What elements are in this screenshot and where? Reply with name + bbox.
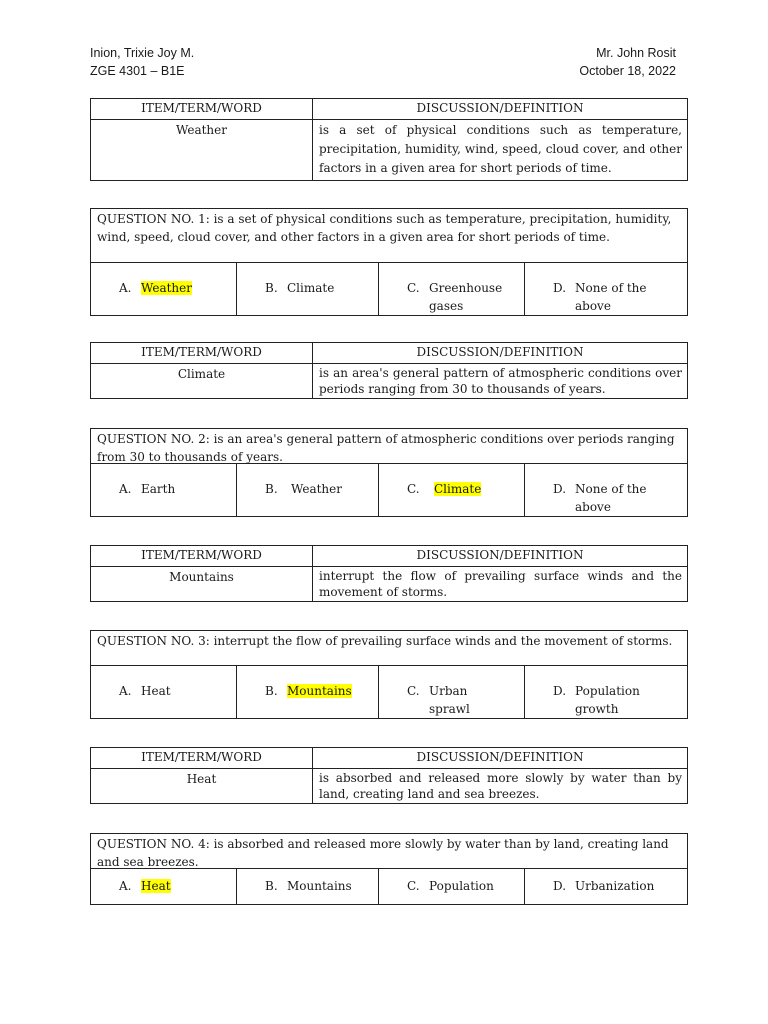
option-letter: C. [407, 281, 420, 295]
definition-table-climate [90, 342, 688, 399]
option-letter: A. [119, 684, 132, 698]
definition-column-header: DISCUSSION/DEFINITION [416, 548, 584, 562]
answer-options [91, 464, 687, 516]
definition-cell: is an area's general pattern of atmospheric conditions over periods ranging from 30 to thousands of years. [319, 366, 682, 396]
page-header [90, 44, 676, 84]
option-d[interactable] [525, 464, 687, 516]
option-letter: D. [553, 879, 567, 893]
document-date: October 18, 2022 [579, 64, 676, 78]
option-letter: B. [265, 482, 278, 496]
option-text: Climate [287, 281, 335, 295]
option-letter: A. [119, 281, 132, 295]
answer-options [91, 869, 687, 904]
term-cell: Weather [91, 120, 313, 180]
definition-table-weather [90, 98, 688, 181]
definition-column-header: DISCUSSION/DEFINITION [416, 750, 584, 764]
instructor-info [579, 44, 676, 80]
definition-table-header [91, 99, 687, 120]
definition-table-header [91, 546, 687, 567]
option-c[interactable] [379, 263, 525, 315]
option-b[interactable] [237, 666, 379, 718]
definition-cell: is a set of physical conditions such as temperature, precipitation, humidity, wind, speed, cloud cover, and other factors in a given area for short periods of time. [319, 123, 682, 175]
option-a[interactable] [91, 666, 237, 718]
option-c[interactable] [379, 666, 525, 718]
option-text-highlighted: Climate [434, 482, 482, 496]
option-a[interactable] [91, 869, 237, 904]
course-code: ZGE 4301 – B1E [90, 64, 185, 78]
option-text: Population [429, 879, 494, 893]
definition-row [91, 769, 687, 803]
option-text: Weather [291, 482, 342, 496]
option-text: Mountains [287, 879, 352, 893]
definition-cell: is absorbed and released more slowly by water than by land, creating land and sea breezes. [319, 771, 682, 801]
definition-table-header [91, 343, 687, 364]
option-letter: A. [119, 482, 132, 496]
question-text: QUESTION NO. 3: interrupt the flow of prevailing surface winds and the movement of storms. [91, 631, 687, 666]
option-letter: C. [407, 482, 420, 496]
option-b[interactable] [237, 263, 379, 315]
option-a[interactable] [91, 464, 237, 516]
question-text: QUESTION NO. 2: is an area's general pattern of atmospheric conditions over periods ranging from 30 to thousands of years. [91, 429, 687, 464]
option-a[interactable] [91, 263, 237, 315]
term-column-header: ITEM/TERM/WORD [91, 748, 313, 768]
term-cell: Climate [91, 364, 313, 398]
question-1 [90, 208, 688, 316]
option-text: Population growth [575, 684, 640, 716]
definition-table-header [91, 748, 687, 769]
option-text: Greenhouse gases [429, 281, 503, 313]
term-column-header: ITEM/TERM/WORD [91, 343, 313, 363]
definition-row [91, 567, 687, 601]
term-column-header: ITEM/TERM/WORD [91, 99, 313, 119]
option-b[interactable] [237, 869, 379, 904]
option-letter: B. [265, 684, 278, 698]
option-text-highlighted: Mountains [287, 684, 352, 698]
student-info [90, 44, 194, 80]
term-cell: Heat [91, 769, 313, 803]
term-column-header: ITEM/TERM/WORD [91, 546, 313, 566]
definition-table-mountains [90, 545, 688, 602]
question-4 [90, 833, 688, 905]
option-text: None of the above [575, 281, 647, 313]
question-text: QUESTION NO. 4: is absorbed and released more slowly by water than by land, creating land and sea breezes. [91, 834, 687, 869]
question-2 [90, 428, 688, 517]
option-letter: D. [553, 482, 567, 496]
definition-table-heat [90, 747, 688, 804]
option-letter: C. [407, 879, 420, 893]
option-text: Earth [141, 482, 176, 496]
question-3 [90, 630, 688, 719]
answer-options [91, 263, 687, 315]
option-letter: A. [119, 879, 132, 893]
option-d[interactable] [525, 666, 687, 718]
option-text-highlighted: Heat [141, 879, 171, 893]
option-text: Urbanization [575, 879, 655, 893]
instructor-name: Mr. John Rosit [596, 46, 676, 60]
option-text: Urban sprawl [429, 684, 470, 716]
definition-row [91, 364, 687, 398]
option-d[interactable] [525, 263, 687, 315]
option-letter: B. [265, 281, 278, 295]
definition-column-header: DISCUSSION/DEFINITION [416, 101, 584, 115]
student-name: Inion, Trixie Joy M. [90, 46, 195, 60]
definition-row [91, 120, 687, 180]
option-letter: C. [407, 684, 420, 698]
option-text-highlighted: Weather [141, 281, 192, 295]
definition-column-header: DISCUSSION/DEFINITION [416, 345, 584, 359]
option-letter: B. [265, 879, 278, 893]
option-text: Heat [141, 684, 171, 698]
option-d[interactable] [525, 869, 687, 904]
option-c[interactable] [379, 464, 525, 516]
answer-options [91, 666, 687, 718]
option-letter: D. [553, 281, 567, 295]
definition-cell: interrupt the flow of prevailing surface winds and the movement of storms. [319, 569, 682, 599]
question-text: QUESTION NO. 1: is a set of physical conditions such as temperature, precipitation, humidity, wind, speed, cloud cover, and other factors in a given area for short periods of time. [91, 209, 687, 263]
option-text: None of the above [575, 482, 647, 514]
option-letter: D. [553, 684, 567, 698]
option-c[interactable] [379, 869, 525, 904]
option-b[interactable] [237, 464, 379, 516]
term-cell: Mountains [91, 567, 313, 601]
